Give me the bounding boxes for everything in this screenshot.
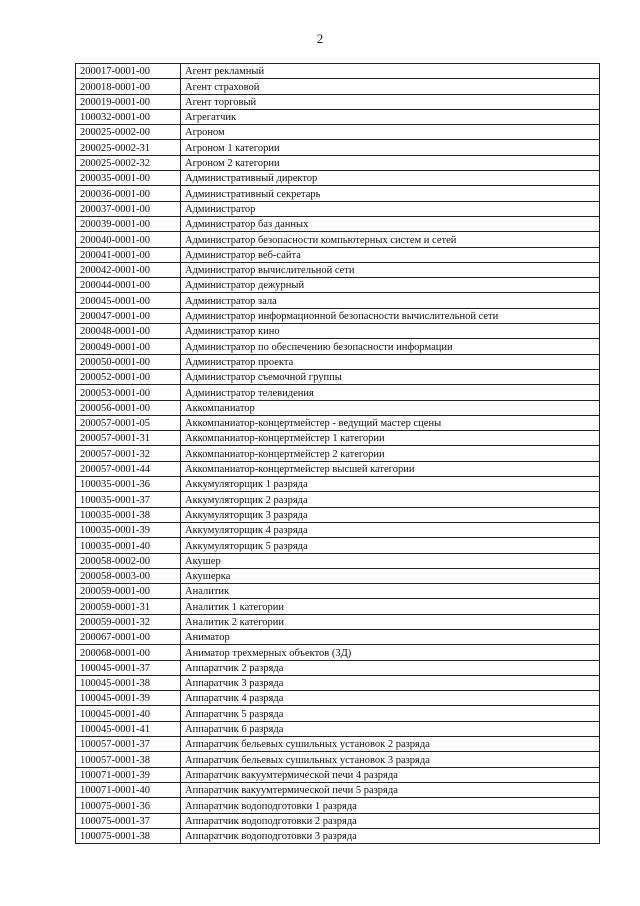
occupation-name-cell: Агрегатчик (181, 109, 600, 124)
occupation-code-cell: 100071-0001-39 (76, 767, 181, 782)
table-row (76, 216, 600, 231)
table-row (76, 568, 600, 583)
occupation-code-cell: 200039-0001-00 (76, 216, 181, 231)
table-row (76, 339, 600, 354)
occupation-code-cell: 200067-0001-00 (76, 629, 181, 644)
occupation-name-cell: Аккомпаниатор (181, 400, 600, 415)
occupation-code-cell: 100075-0001-38 (76, 828, 181, 843)
occupation-name-cell: Администратор проекта (181, 354, 600, 369)
occupation-name-cell: Аппаратчик вакуумтермической печи 5 разряда (181, 782, 600, 797)
occupation-name-cell: Аккомпаниатор-концертмейстер высшей категории (181, 461, 600, 476)
occupation-name-cell: Аккумуляторщик 5 разряда (181, 538, 600, 553)
table-row (76, 293, 600, 308)
table-row (76, 201, 600, 216)
occupation-name-cell: Администратор зала (181, 293, 600, 308)
occupation-code-cell: 200068-0001-00 (76, 645, 181, 660)
table-row (76, 461, 600, 476)
occupation-code-cell: 200035-0001-00 (76, 171, 181, 186)
table-row (76, 64, 600, 79)
table-row (76, 798, 600, 813)
table-row (76, 308, 600, 323)
occupation-name-cell: Аппаратчик вакуумтермической печи 4 разряда (181, 767, 600, 782)
table-row (76, 400, 600, 415)
occupation-code-cell: 100032-0001-00 (76, 109, 181, 124)
occupation-name-cell: Администратор безопасности компьютерных систем и сетей (181, 232, 600, 247)
occupation-name-cell: Аккомпаниатор-концертмейстер - ведущий мастер сцены (181, 415, 600, 430)
occupation-code-cell: 200037-0001-00 (76, 201, 181, 216)
occupation-code-cell: 100045-0001-39 (76, 691, 181, 706)
occupation-name-cell: Аккомпаниатор-концертмейстер 2 категории (181, 446, 600, 461)
table-row (76, 354, 600, 369)
occupation-code-cell: 200052-0001-00 (76, 369, 181, 384)
table-row (76, 324, 600, 339)
table-row (76, 155, 600, 170)
table-row (76, 813, 600, 828)
occupation-name-cell: Акушерка (181, 568, 600, 583)
occupation-code-cell: 100057-0001-37 (76, 737, 181, 752)
occupation-name-cell: Агроном 2 категории (181, 155, 600, 170)
table-body (76, 64, 600, 844)
occupation-code-cell: 200045-0001-00 (76, 293, 181, 308)
occupation-codes-table (75, 63, 600, 844)
table-row (76, 675, 600, 690)
occupation-name-cell: Администратор веб-сайта (181, 247, 600, 262)
occupation-name-cell: Администратор вычислительной сети (181, 262, 600, 277)
occupation-code-cell: 200047-0001-00 (76, 308, 181, 323)
occupation-code-cell: 200057-0001-05 (76, 415, 181, 430)
table-row (76, 415, 600, 430)
table-row (76, 109, 600, 124)
occupation-code-cell: 200025-0002-00 (76, 125, 181, 140)
table-row (76, 140, 600, 155)
table-row (76, 171, 600, 186)
occupation-name-cell: Администратор (181, 201, 600, 216)
occupation-code-cell: 200056-0001-00 (76, 400, 181, 415)
occupation-code-cell: 200044-0001-00 (76, 278, 181, 293)
table-row (76, 247, 600, 262)
occupation-name-cell: Аппаратчик 5 разряда (181, 706, 600, 721)
occupation-code-cell: 200025-0002-31 (76, 140, 181, 155)
occupation-code-cell: 100035-0001-40 (76, 538, 181, 553)
table-row (76, 492, 600, 507)
occupation-name-cell: Аппаратчик водоподготовки 3 разряда (181, 828, 600, 843)
occupation-name-cell: Аниматор (181, 629, 600, 644)
table-row (76, 94, 600, 109)
occupation-name-cell: Аппаратчик бельевых сушильных установок 2 разряда (181, 737, 600, 752)
table-row (76, 79, 600, 94)
table-row (76, 599, 600, 614)
occupation-name-cell: Агент страховой (181, 79, 600, 94)
occupation-code-cell: 100035-0001-37 (76, 492, 181, 507)
occupation-name-cell: Аккумуляторщик 3 разряда (181, 507, 600, 522)
table-row (76, 614, 600, 629)
occupation-code-cell: 200059-0001-31 (76, 599, 181, 614)
table-row (76, 629, 600, 644)
occupation-name-cell: Административный директор (181, 171, 600, 186)
occupation-code-cell: 200049-0001-00 (76, 339, 181, 354)
table-row (76, 186, 600, 201)
occupation-code-cell: 200040-0001-00 (76, 232, 181, 247)
occupation-name-cell: Административный секретарь (181, 186, 600, 201)
occupation-code-cell: 200025-0002-32 (76, 155, 181, 170)
occupation-code-cell: 200036-0001-00 (76, 186, 181, 201)
table-row (76, 431, 600, 446)
table-row (76, 538, 600, 553)
occupation-code-cell: 200019-0001-00 (76, 94, 181, 109)
occupation-code-cell: 100075-0001-37 (76, 813, 181, 828)
occupation-code-cell: 200050-0001-00 (76, 354, 181, 369)
occupation-code-cell: 200048-0001-00 (76, 324, 181, 339)
table-row (76, 645, 600, 660)
occupation-name-cell: Аниматор трехмерных объектов (3Д) (181, 645, 600, 660)
occupation-code-cell: 100045-0001-40 (76, 706, 181, 721)
occupation-name-cell: Администратор съемочной группы (181, 369, 600, 384)
occupation-code-cell: 100071-0001-40 (76, 782, 181, 797)
occupation-code-cell: 100045-0001-37 (76, 660, 181, 675)
occupation-code-cell: 200057-0001-32 (76, 446, 181, 461)
table-row (76, 828, 600, 843)
table-row (76, 721, 600, 736)
occupation-name-cell: Администратор информационной безопасности вычислительной сети (181, 308, 600, 323)
occupation-name-cell: Администратор дежурный (181, 278, 600, 293)
occupation-code-cell: 100035-0001-39 (76, 522, 181, 537)
occupation-code-cell: 100057-0001-38 (76, 752, 181, 767)
occupation-code-cell: 100045-0001-38 (76, 675, 181, 690)
table-row (76, 125, 600, 140)
occupation-name-cell: Администратор по обеспечению безопасности информации (181, 339, 600, 354)
table-row (76, 522, 600, 537)
occupation-name-cell: Аппаратчик 3 разряда (181, 675, 600, 690)
page-number: 2 (316, 31, 324, 46)
occupation-code-cell: 100045-0001-41 (76, 721, 181, 736)
table-row (76, 752, 600, 767)
table-row (76, 553, 600, 568)
occupation-code-cell: 200041-0001-00 (76, 247, 181, 262)
occupation-code-cell: 200057-0001-44 (76, 461, 181, 476)
occupation-name-cell: Администратор кино (181, 324, 600, 339)
occupation-name-cell: Администратор телевидения (181, 385, 600, 400)
occupation-name-cell: Аппаратчик 4 разряда (181, 691, 600, 706)
occupation-name-cell: Агроном (181, 125, 600, 140)
occupation-name-cell: Аккумуляторщик 1 разряда (181, 477, 600, 492)
table-row (76, 477, 600, 492)
occupation-name-cell: Аккумуляторщик 2 разряда (181, 492, 600, 507)
occupation-name-cell: Аналитик (181, 584, 600, 599)
table-row (76, 507, 600, 522)
occupation-name-cell: Аккомпаниатор-концертмейстер 1 категории (181, 431, 600, 446)
occupation-name-cell: Акушер (181, 553, 600, 568)
occupation-name-cell: Аналитик 2 категории (181, 614, 600, 629)
occupation-code-cell: 200053-0001-00 (76, 385, 181, 400)
occupation-name-cell: Аппаратчик 2 разряда (181, 660, 600, 675)
occupation-code-cell: 200018-0001-00 (76, 79, 181, 94)
occupation-name-cell: Агент рекламный (181, 64, 600, 79)
occupation-name-cell: Аппаратчик водоподготовки 1 разряда (181, 798, 600, 813)
table-row (76, 737, 600, 752)
occupation-code-cell: 200058-0003-00 (76, 568, 181, 583)
occupation-code-cell: 200057-0001-31 (76, 431, 181, 446)
table-row (76, 278, 600, 293)
occupation-code-cell: 100035-0001-36 (76, 477, 181, 492)
occupation-name-cell: Аккумуляторщик 4 разряда (181, 522, 600, 537)
table-row (76, 691, 600, 706)
table-row (76, 369, 600, 384)
occupation-name-cell: Администратор баз данных (181, 216, 600, 231)
table-row (76, 446, 600, 461)
occupation-name-cell: Агроном 1 категории (181, 140, 600, 155)
table-row (76, 385, 600, 400)
occupation-code-cell: 100035-0001-38 (76, 507, 181, 522)
table-row (76, 584, 600, 599)
table-row (76, 660, 600, 675)
occupation-code-cell: 200059-0001-32 (76, 614, 181, 629)
table-row (76, 706, 600, 721)
occupation-name-cell: Аппаратчик 6 разряда (181, 721, 600, 736)
table-row (76, 262, 600, 277)
occupation-code-cell: 200017-0001-00 (76, 64, 181, 79)
occupation-name-cell: Агент торговый (181, 94, 600, 109)
table-row (76, 767, 600, 782)
occupation-code-cell: 200058-0002-00 (76, 553, 181, 568)
occupation-code-cell: 100075-0001-36 (76, 798, 181, 813)
occupation-name-cell: Аналитик 1 категории (181, 599, 600, 614)
occupation-name-cell: Аппаратчик бельевых сушильных установок 3 разряда (181, 752, 600, 767)
occupation-code-cell: 200042-0001-00 (76, 262, 181, 277)
occupation-code-cell: 200059-0001-00 (76, 584, 181, 599)
table-row (76, 782, 600, 797)
occupation-name-cell: Аппаратчик водоподготовки 2 разряда (181, 813, 600, 828)
table-row (76, 232, 600, 247)
